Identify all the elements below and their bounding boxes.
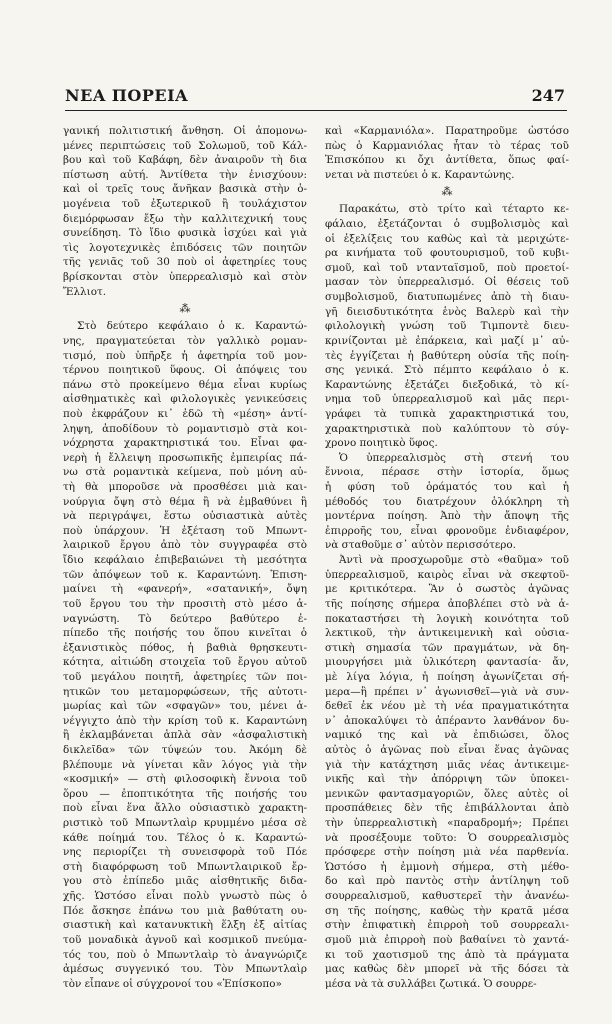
right-column-line: πρόσφερε στὴν ποίηση μιὰ νέα παρθενία. xyxy=(325,846,569,859)
right-column-line: γράφει τὰ τυπικὰ χαρακτηριστικά του, xyxy=(325,407,569,420)
right-column-line: νὰ σταθοῦμε σ᾿ αὐτὸν περισσότερο. xyxy=(325,539,516,552)
left-column-line: πάνω στὸ προκείμενο θέμα εἶναι κυρίως xyxy=(63,378,307,391)
right-column-line: ἡ φύση τοῦ ὁράματός του καὶ ἡ xyxy=(325,481,569,494)
left-column-line: τός του, ποὺ ὁ Μπωντλαὶρ τὸ ἀναγνώριζε xyxy=(63,948,307,961)
left-column-line: βρίσκονται στὸν ὑπερρεαλισμὸ καὶ στὸν xyxy=(63,271,307,284)
left-column-line: τὴ θὰ μποροῦσε νὰ προσθέσει μιὰ και- xyxy=(63,481,307,494)
right-column-line: νεται νὰ πιστεύει ὁ κ. Καραντώνης. xyxy=(325,168,515,181)
left-column-line: κάθε ποίημά του. Τέλος ὁ κ. Καραντώ- xyxy=(63,831,307,844)
right-column-line: ση τῆς ποίησης, καθὼς τὴν κρατᾶ μέσα xyxy=(325,904,569,917)
left-column-line: καὶ οἱ τρεῖς τους ἄνῆκαν βασικὰ στὴν ὁ- xyxy=(63,183,307,196)
left-column-line: βου καὶ τοῦ Καβάφη, δὲν ἀναιροῦν τὴ δια xyxy=(63,154,307,167)
left-column-line: νω στὰ ρομαντικὰ κείμενα, ποὺ μόνη αὐ- xyxy=(63,466,307,479)
left-column-line: στὴ διαφόρφωση τοῦ Μπωντλαιρικοῦ ἔρ- xyxy=(63,860,307,873)
right-column-line: τὲς ἐγγίζεται ἡ βαθύτερη οὐσία τῆς ποίη- xyxy=(325,349,569,362)
left-column-line: τοῦ μοναδικὰ ἁγνοῦ καὶ κοσμικοῦ πνεύμα- xyxy=(63,933,307,946)
left-column-line: μένες περιπτώσεις τοῦ Σολωμοῦ, τοῦ Κάλ- xyxy=(63,139,307,152)
left-column-line: πίστωση αὐτή. Ἀντίθετα τὴν ἐνισχύουν: xyxy=(63,168,307,181)
right-column-line: μασαν τὸν ὑπερρεαλισμό. Οἱ θέσεις τοῦ xyxy=(325,276,569,289)
header-rule xyxy=(65,110,567,111)
left-column-line: ἀμέσως συγγενικό του. Τὸν Μπωντλαὶρ xyxy=(63,963,307,976)
right-column-line: μας καθὼς δὲν μπορεῖ νὰ τῆς δόσει τὰ xyxy=(325,963,569,976)
right-column-line: καὶ «Καρμανιόλα». Παρατηροῦμε ὡστόσο xyxy=(325,125,569,137)
left-column-line: μωρίας καὶ τῶν «σφαγῶν» του, μένει ἀ- xyxy=(63,700,307,713)
left-column-line: νης, πραγματεύεται τὸν γαλλικὸ ρομαν- xyxy=(63,334,307,347)
right-column-line: ἐπιρροῆς του, εἶναι φρονοῦμε ἐνδιαφέρον, xyxy=(325,524,569,537)
left-column-line: ναγνώστη. Τὸ δεύτερο βαθύτερο ἐ- xyxy=(63,612,307,625)
left-column-line: ὅρου — ἐποπτικότητα τῆς ποιήσής του xyxy=(63,787,307,800)
right-column-line: μενικῶν φαντασμαγοριῶν, ὅλες αὐτὲς οἱ xyxy=(325,787,569,800)
right-column-line: πὼς ὁ Καρμανιόλας ἦταν τὸ τέρας τοῦ xyxy=(325,139,569,152)
left-column xyxy=(63,124,307,991)
right-column-line: γῆ διεισδυτικότητα ἑνὸς Βαλερὺ καὶ τὴν xyxy=(325,305,569,318)
left-column-line: ποὺ ἐκφράζουν κι᾿ ἐδῶ τὴ «μέση» ἀντί- xyxy=(63,407,307,420)
left-column-line: συνείδηση. Τὸ ἴδιο φυσικὰ ἰσχύει καὶ γιὰ xyxy=(63,227,307,240)
left-column-line: ἐξανιστικὸς πόθος, ἡ βαθιὰ θρησκευτι- xyxy=(63,641,307,654)
left-column-line: τισμό, ποὺ ὑπῆρξε ἡ ἀφετηρία τοῦ μον- xyxy=(63,349,307,362)
left-column-line: τὸν εἶπανε οἱ σύγχρονοί του «Ἐπίσκοπο» xyxy=(63,977,282,990)
right-column-line: μερα—ἢ πρέπει ν᾿ ἀγωνισθεῖ—γιὰ νὰ συν- xyxy=(325,685,569,698)
right-column-line: γιὰ τὴν κατάχτηση μιᾶς νέας ἀντικειμε- xyxy=(325,758,569,771)
right-column-line: μιουργήσει μιὰ ὑλικότερη φαντασία· ἄν, xyxy=(325,656,569,669)
left-column-line: τέρνου ποιητικοῦ ὕφους. Οἱ ἀπόψεις του xyxy=(63,364,307,377)
left-column-line: νερὴ ἡ ἔλλειψη προσωπικῆς ἐμπειρίας πά- xyxy=(63,451,307,464)
left-column-line: χῆς. Ὡστόσο εἶναι πολὺ γνωστὸ πὼς ὁ xyxy=(63,890,307,903)
right-column-line: φάλαιο, ἐξετάζονται ὁ συμβολισμὸς καὶ xyxy=(325,218,569,231)
right-column-line: στικὴ σημασία τῶν πραγμάτων, νὰ δη- xyxy=(325,641,569,654)
right-column-line: νὰ προσέξουμε τοῦτο: Ὁ σουρρεαλισμὸς xyxy=(325,831,569,844)
left-column-line: νούργια ὄψη στὸ θέμα ἢ νὰ ἐμβαθύνει ἢ xyxy=(63,495,307,508)
right-column-line: Ἐπισκόπου κι ὄχι ἀντίθετα, ὅπως φαί- xyxy=(325,154,569,167)
right-column xyxy=(325,124,569,991)
right-column-line: μοντέρνα ποίηση. Ἀπὸ τὴν ἄποψη τῆς xyxy=(325,510,569,523)
right-column-line: δεθεῖ ἐκ νέου μὲ τὴ νέα πραγματικότητα xyxy=(325,700,569,713)
right-column-line: νικῆς καὶ τὴν ἀπόρριψη τῶν ὑποκει- xyxy=(325,773,569,786)
right-column-line: μέσα νὰ τὰ συλλάβει ζωτικά. Ὁ σουρρε- xyxy=(325,977,537,990)
right-column-line: λεκτικοῦ, τὴν ἀντικειμενικὴ καὶ οὐσια- xyxy=(325,627,569,640)
right-column-line: Ἀντὶ νὰ προσχωροῦμε στὸ «θαῦμα» τοῦ xyxy=(339,554,569,567)
running-header xyxy=(65,86,565,112)
left-column-line: Ἔλλιοτ. xyxy=(63,285,107,298)
left-column-line: «κοσμική» — στὴ φιλοσοφικὴ ἔννοια τοῦ xyxy=(63,773,307,786)
left-column-line: πίπεδο τῆς ποιήσής του ὅπου κινεῖται ὁ xyxy=(63,627,307,640)
left-column-line: Στὸ δεύτερο κεφάλαιο ὁ κ. Καραντώ- xyxy=(77,320,307,333)
right-column-line: σμοῦ μιὰ ἐπιρροὴ ποὺ βαθαίνει τὸ χαντά- xyxy=(325,933,569,946)
left-column-line: κότητα, αἰτιώδη στοιχεῖα τοῦ ἔργου αὐτοῦ xyxy=(63,656,307,669)
right-column-line: στὴν ἐπιφατικὴ ἐπιρροὴ τοῦ σουρρεαλι- xyxy=(325,919,569,932)
left-column-line: Πόε ἄσκησε ἐπάνω του μιὰ βαθύτατη ου- xyxy=(63,904,307,917)
left-column-line: νόχρηστα χαρακτηριστικά του. Εἶναι φα- xyxy=(63,437,307,450)
right-column-line: οἱ ἐξελίξεις του καθὼς καὶ τὰ μεριχώτε- xyxy=(325,232,569,245)
right-column-line: ἔννοια, πέρασε στὴν ἱστορία, ὅμως xyxy=(325,466,569,479)
right-column-line: ποκαταστήσει τὴ λογικὴ κοινότητα τοῦ xyxy=(325,612,569,625)
left-column-line: ητικῶν του μεταμορφώσεων, τῆς αὐτοτι- xyxy=(63,685,307,698)
right-column-line: κρινίζονται μὲ ἐπάρκεια, καὶ μαζί μ᾿ αὐ- xyxy=(325,334,569,347)
right-column-line: κι τοῦ χαοτισμοῦ της ἀπὸ τὰ πράγματα xyxy=(325,948,569,961)
left-column-line: τὶς λογοτεχνικὲς ἐπιδόσεις τῶν ποιητῶν xyxy=(63,241,307,254)
left-column-line: δικλεῖδα» τῶν τύψεών του. Ἀκόμη δὲ xyxy=(63,743,307,756)
right-column-line: ρα κινήματα τοῦ φουτουρισμοῦ, τοῦ κυβι- xyxy=(325,247,569,260)
left-column-line: μαίνει τὴ «φανερή», «σατανική», ὄψη xyxy=(63,583,307,596)
journal-title: ΝΕΑ ΠΟΡΕΙΑ xyxy=(65,86,188,105)
right-column-line: Καραντώνης ἐξετάζει διεξοδικά, τὸ κί- xyxy=(325,378,569,391)
left-column-line: τοῦ ἔργου του τὴν προσιτὴ στὸ μέσο ἀ- xyxy=(63,597,307,610)
left-column-line: τοῦ μεγάλου ποιητῆ, ἀφετηρίες τῶν ποι- xyxy=(63,670,307,683)
page-number: 247 xyxy=(531,86,565,105)
left-column-line: νέγγιχτο ἀπὸ τὴν κρίση τοῦ κ. Καραντώνη xyxy=(63,714,307,727)
right-column-line: χρονο ποιητικὸ ὕφος. xyxy=(325,437,438,450)
left-column-line: λαιρικοῦ ἔργου ἀπὸ τὸν συγγραφέα στὸ xyxy=(63,539,307,552)
left-column-line: ἢ ἐκλαμβάνεται ἁπλὰ σὰν «ἀσφαλιστικὴ xyxy=(63,729,307,742)
right-column-line: μὲ λίγα λόγια, ἡ ποίηση ἀγωνίζεται σή- xyxy=(325,670,569,683)
right-column-line: ὑπερρεαλισμοῦ, καιρὸς εἶναι νὰ σκεφτοῦ- xyxy=(325,568,569,581)
left-column-line: ριστικὸ τοῦ Μπωντλαὶρ κρυμμένο μέσα σὲ xyxy=(63,817,307,830)
section-divider-ornament: ⁂ xyxy=(179,302,191,316)
left-column-line: γου στὸ ἐπίπεδο μιᾶς αἰσθητικῆς διδα- xyxy=(63,875,307,888)
right-column-line: συμβολισμοῦ, διατυπωμένες ἀπὸ τὴ διαυ- xyxy=(325,291,569,304)
right-column-line: με κριτικότερα. Ἂν ὁ σωστὸς ἀγῶνας xyxy=(325,583,569,596)
right-column-line: Ὡστόσο ἡ ἐμμονὴ σήμερα, στὴ μέθο- xyxy=(325,860,569,873)
right-column-line: σης γενικά. Στὸ πέμπτο κεφάλαιο ὁ κ. xyxy=(325,364,569,377)
left-column-line: ποὺ εἶναι ἕνα ἄλλο οὐσιαστικὸ χαρακτη- xyxy=(63,802,307,815)
left-column-line: ἴδιο κεφάλαιο ἐπιβεβαιώνει τὴ μεσότητα xyxy=(63,554,307,567)
left-column-line: νὰ περιγράψει, ἔστω οὐσιαστικὰ αὐτὲς xyxy=(63,510,307,523)
right-column-line: προσπάθειες δὲν τῆς ἐπιβάλλονται ἀπὸ xyxy=(325,802,569,815)
left-column-line: τῶν ἀπόψεων τοῦ κ. Καραντώνη. Ἐπιση- xyxy=(63,568,307,581)
right-column-line: ν᾿ ἀποκαλύψει τὸ ἀπέραντο λανθάνον δυ- xyxy=(325,714,569,727)
left-column-line: σιαστικὴ καὶ κατανυκτικὴ ἕλξη ἐξ αἰτίας xyxy=(63,919,307,932)
left-column-line: τῆς γενιᾶς τοῦ 30 ποὺ οἱ ἀφετηρίες τους xyxy=(63,256,307,269)
right-column-line: τὴν ὑπερρεαλιστικὴ «παραδρομή»; Πρέπει xyxy=(325,817,569,830)
left-column-line: ληψη, ἀποδίδουν τὸ ρομαντισμὸ στὰ κοι- xyxy=(63,422,307,435)
right-column-line: Ὁ ὑπερρεαλισμὸς στὴ στενή του xyxy=(339,451,569,464)
left-column-line: ποὺ ὑπάρχουν. Ἡ ἐξέταση τοῦ Μπωντ- xyxy=(63,524,307,537)
section-divider-ornament: ⁂ xyxy=(441,185,453,199)
right-column-line: φιλολογικὴ γνώση τοῦ Τιμποντὲ διευ- xyxy=(325,320,569,333)
left-column-line: γανική πολιτιστική ἄνθηση. Οἱ ἀπομονω- xyxy=(63,125,307,137)
right-column-line: σουρρεαλισμοῦ, καθυστερεῖ τὴν ἀνανέω- xyxy=(325,890,569,903)
right-column-line: Παρακάτω, στὸ τρίτο καὶ τέταρτο κε- xyxy=(339,203,569,216)
right-column-line: νημα τοῦ ὑπερρεαλισμοῦ καὶ μᾶς περι- xyxy=(325,393,569,406)
left-column-line: μογένεια τοῦ ἐξωτερικοῦ ἢ τουλάχιστον xyxy=(63,198,307,211)
right-column-line: σμοῦ, καὶ τοῦ ντανταϊσμοῦ, ποὺ προετοί- xyxy=(325,261,569,274)
right-column-line: δο καὶ πρὸ παντὸς στὴν ἀντίληψη τοῦ xyxy=(325,875,569,888)
right-column-line: μέθοδός του διατρέχουν ὁλόκληρη τὴ xyxy=(325,495,569,508)
left-column-line: νης περιορίζει τὴ συνεισφορὰ τοῦ Πόε xyxy=(63,846,307,859)
right-column-line: ναμικό της καὶ νὰ ἐπιδιώσει, ὅλος xyxy=(325,729,569,742)
right-column-line: τῆς ποίησης σήμερα ἀποβλέπει στὸ νὰ ἀ- xyxy=(325,597,569,610)
right-column-line: αὐτὸς ὁ ἀγῶνας ποὺ εἶναι ἕνας ἀγῶνας xyxy=(325,743,569,756)
left-column-line: διεμόρφωσαν ἔξω τὴν καλλιτεχνική τους xyxy=(63,212,307,225)
left-column-line: βλέπουμε νὰ γίνεται κἂν λόγος γιὰ τὴν xyxy=(63,758,307,771)
left-column-line: αἰσθηματικὲς καὶ φιλολογικὲς γενικεύσεις xyxy=(63,393,307,406)
right-column-line: χαρακτηριστικὰ ποὺ καλύπτουν τὸ σύγ- xyxy=(325,422,569,435)
